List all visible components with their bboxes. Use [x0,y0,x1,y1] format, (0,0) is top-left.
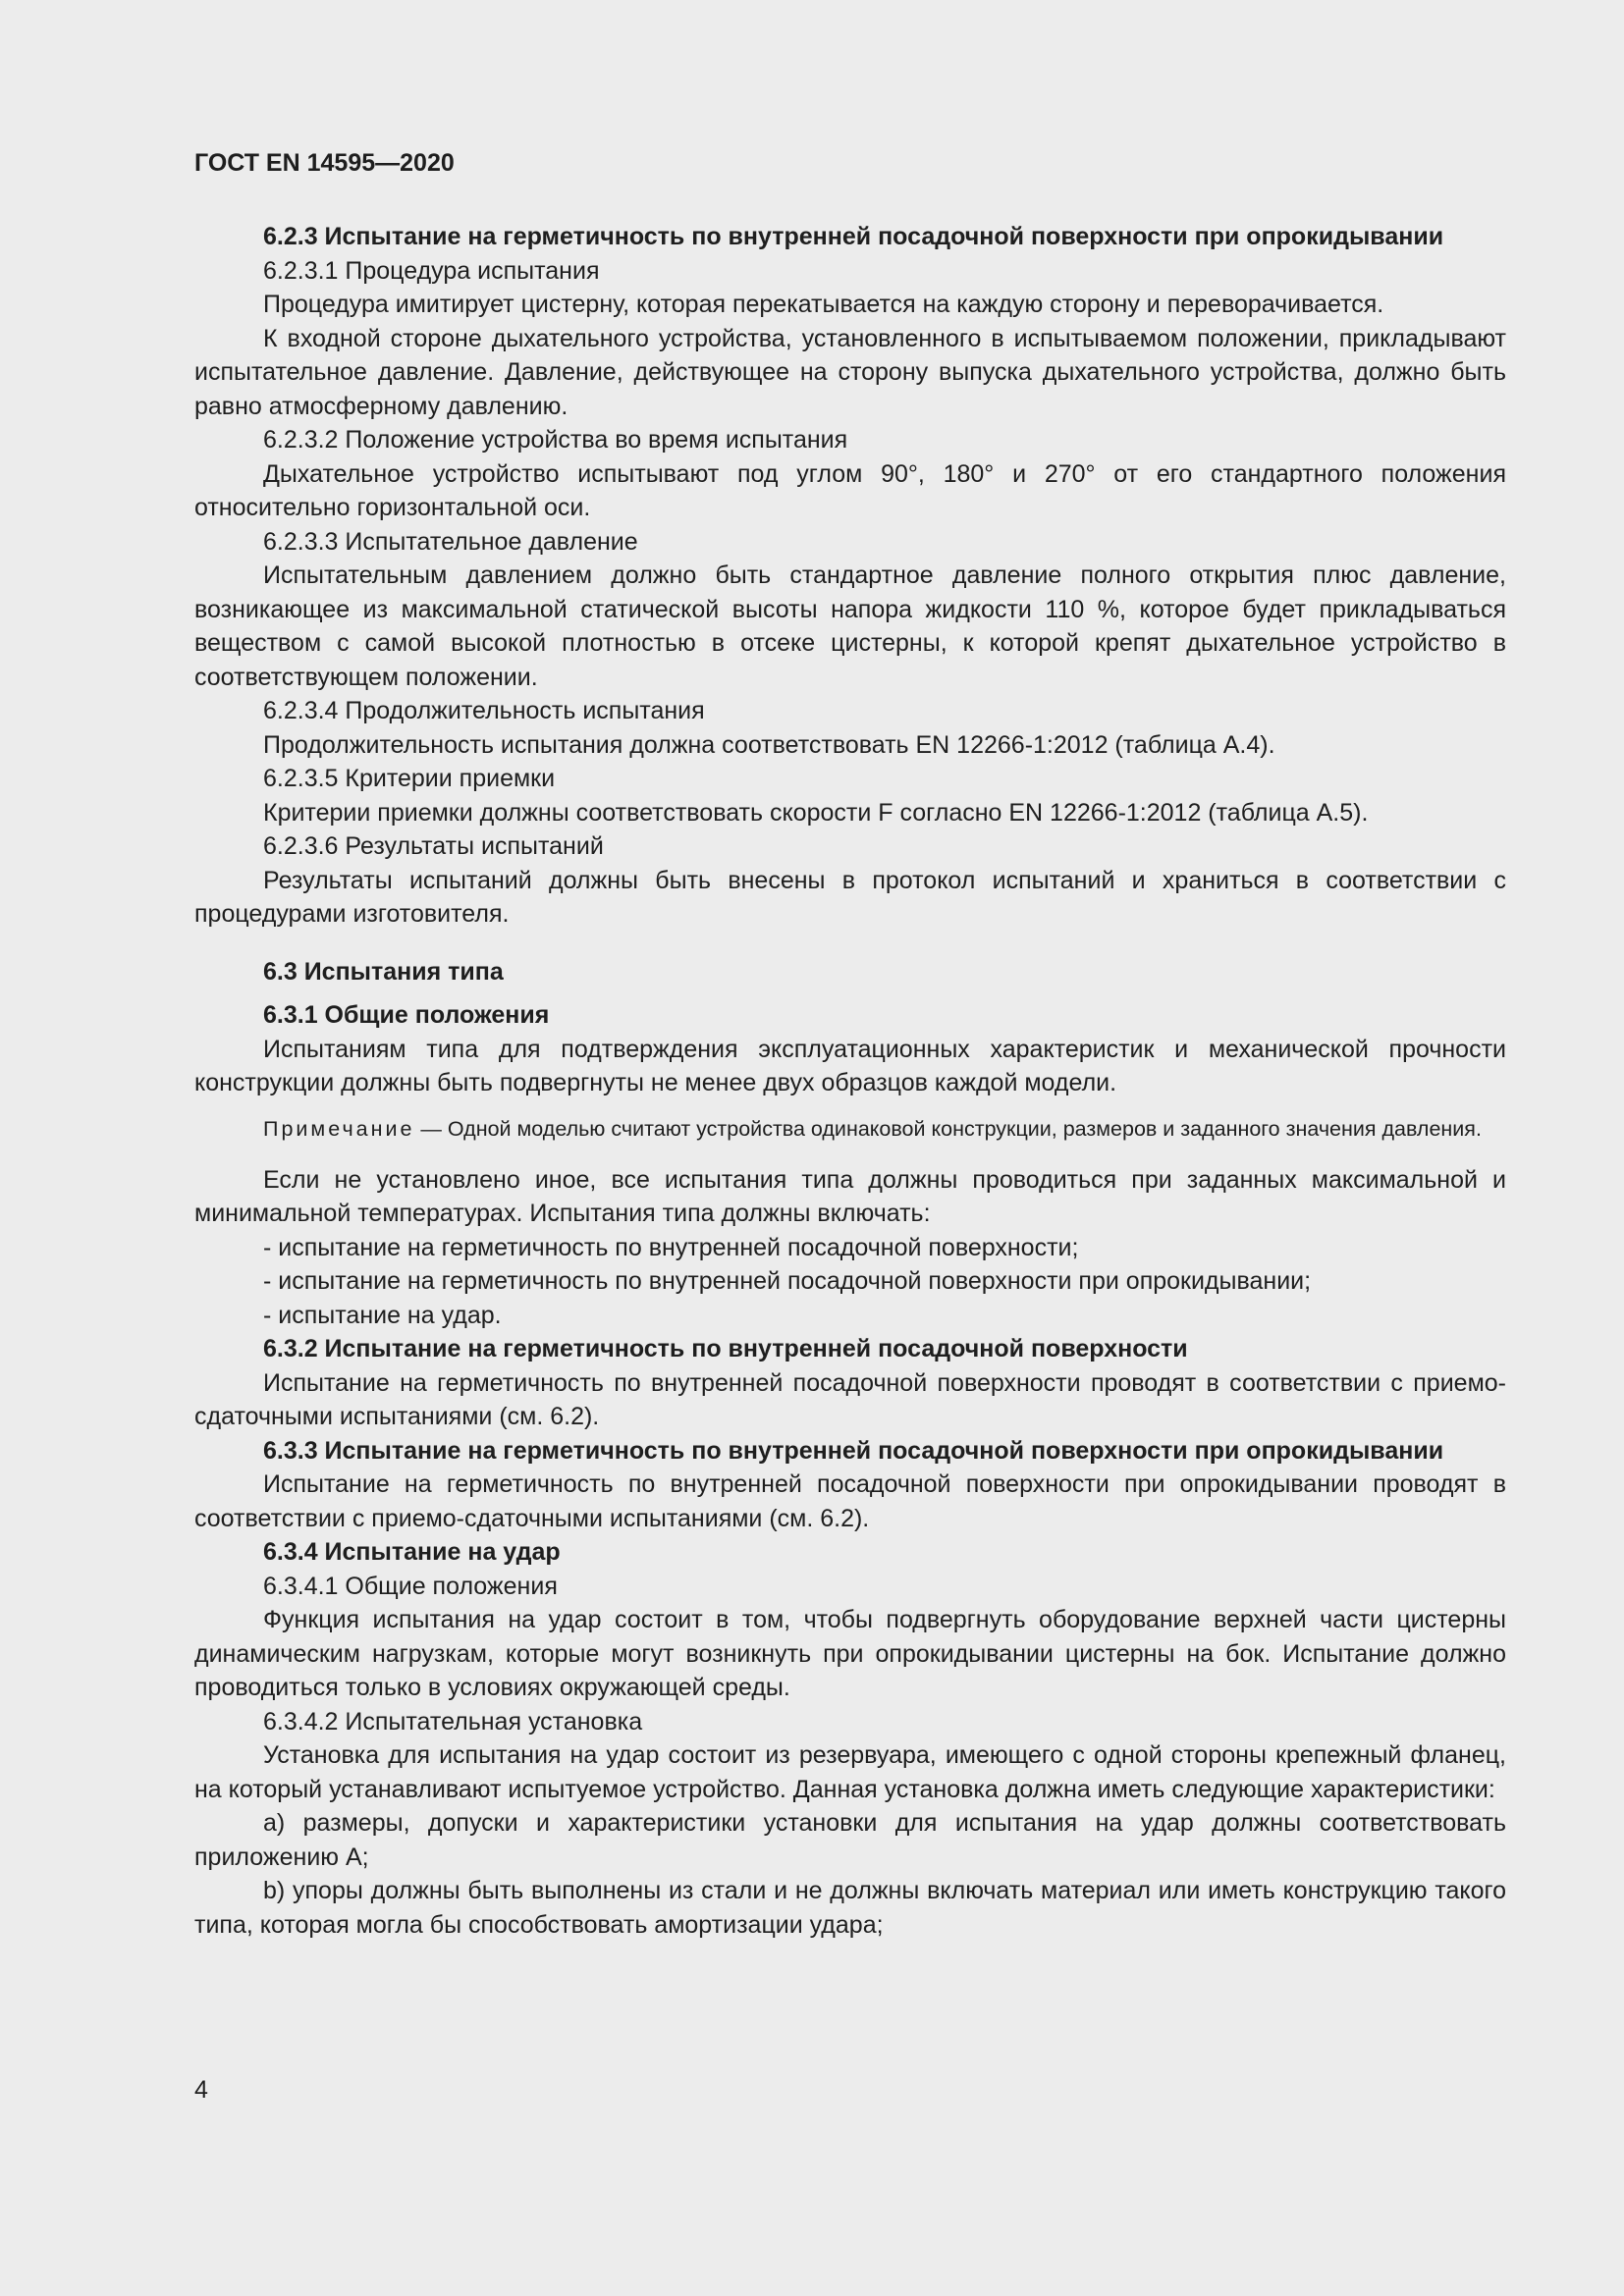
paragraph: Установка для испытания на удар состоит из резервуара, имеющего с одной стороны крепежный фланец, на который устанавливают испытуемое устройство. Данная установка должна иметь следующие характеристики: [194,1741,1506,1803]
paragraph: Испытание на герметичность по внутренней посадочной поверхности при опрокидывании проводят в соответствии с приемо-сдаточными испытаниями (см. 6.2). [194,1470,1506,1532]
section-heading-6-2-3: 6.2.3 Испытание на герметичность по внутренней посадочной поверхности при опрокидывании [263,223,1444,250]
paragraph: Дыхательное устройство испытывают под углом 90°, 180° и 270° от его стандартного положения относительно горизонтальной оси. [194,459,1506,521]
paragraph: Продолжительность испытания должна соответствовать EN 12266-1:2012 (таблица А.4). [263,730,1275,759]
page-number: 4 [194,2076,208,2104]
paragraph: Процедура имитирует цистерну, которая перекатывается на каждую сторону и переворачивается. [263,291,1384,318]
subsection-heading-6-2-3-6: 6.2.3.6 Результаты испытаний [263,832,604,860]
subsection-heading-6-2-3-3: 6.2.3.3 Испытательное давление [263,527,638,556]
list-item-b: b) упоры должны быть выполнены из стали и не должны включать материал или иметь конструкцию такого типа, которая могла бы способствовать амортизации удара; [194,1877,1506,1939]
list-item: - испытание на герметичность по внутренней посадочной поверхности при опрокидывании; [263,1267,1312,1295]
subsection-heading-6-2-3-1: 6.2.3.1 Процедура испытания [263,256,600,285]
note [194,1114,1506,1144]
subsection-heading-6-2-3-4: 6.2.3.4 Продолжительность испытания [263,697,705,724]
document-body [194,220,1506,1942]
note-text: — Одной моделью считают устройства одинаковой конструкции, размеров и заданного значения давления. [414,1116,1482,1141]
list-item: - испытание на герметичность по внутренней посадочной поверхности; [263,1233,1079,1261]
document-header: ГОСТ EN 14595—2020 [194,149,455,177]
list-item: - испытание на удар. [263,1301,502,1329]
section-heading-6-3-1: 6.3.1 Общие положения [263,1001,550,1029]
subsection-heading-6-2-3-2: 6.2.3.2 Положение устройства во время испытания [263,426,848,454]
note-label: Примечание [263,1116,415,1141]
paragraph: Испытаниям типа для подтверждения эксплуатационных характеристик и механической прочности конструкции должны быть подвергнуты не менее двух образцов каждой модели. [194,1035,1506,1096]
paragraph: Испытание на герметичность по внутренней посадочной поверхности проводят в соответствии с приемо-сдаточными испытаниями (см. 6.2). [194,1368,1506,1430]
subsection-heading-6-2-3-5: 6.2.3.5 Критерии приемки [263,765,556,792]
list-item-a: a) размеры, допуски и характеристики установки для испытания на удар должны соответствовать приложению А; [194,1809,1506,1871]
paragraph: Испытательным давлением должно быть стандартное давление полного открытия плюс давление, возникающее из максимальной статической высоты напора жидкости 110 %, которое будет прикладываться веществом с самой высокой плотностью в отсеке цистерны, к которой крепят дыхательное устройство в соответствующем положении. [194,561,1506,691]
paragraph: К входной стороне дыхательного устройства, установленного в испытываемом положении, прикладывают испытательное давление. Давление, действующее на сторону выпуска дыхательного устройства, должно быть равно атмосферному давлению. [194,324,1506,420]
document-page [194,145,1506,2109]
section-heading-6-3: 6.3 Испытания типа [263,957,504,986]
section-heading-6-3-3: 6.3.3 Испытание на герметичность по внутренней посадочной поверхности при опрокидывании [263,1436,1444,1465]
paragraph: Функция испытания на удар состоит в том, чтобы подвергнуть оборудование верхней части цистерны динамическим нагрузкам, которые могут возникнуть при опрокидывании цистерны на бок. Испытание должно проводиться только в условиях окружающей среды. [194,1606,1506,1701]
section-heading-6-3-2: 6.3.2 Испытание на герметичность по внутренней посадочной поверхности [263,1335,1188,1362]
subsection-heading-6-3-4-1: 6.3.4.1 Общие положения [263,1572,558,1600]
paragraph: Если не установлено иное, все испытания типа должны проводиться при заданных максимальной и минимальной температурах. Испытания типа должны включать: [194,1165,1506,1227]
section-heading-6-3-4: 6.3.4 Испытание на удар [263,1538,561,1566]
subsection-heading-6-3-4-2: 6.3.4.2 Испытательная установка [263,1707,643,1735]
paragraph: Критерии приемки должны соответствовать скорости F согласно EN 12266-1:2012 (таблица А.5). [263,798,1369,827]
paragraph: Результаты испытаний должны быть внесены в протокол испытаний и храниться в соответствии с процедурами изготовителя. [194,866,1506,928]
